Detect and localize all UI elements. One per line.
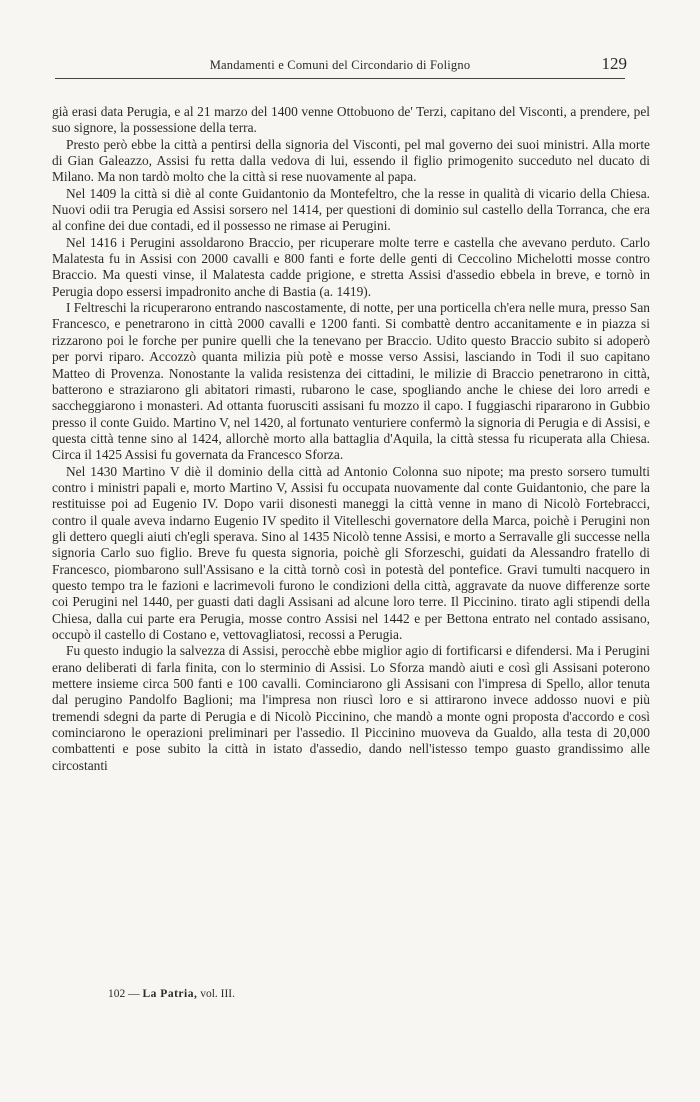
paragraph-6: Nel 1430 Martino V diè il dominio della città ad Antonio Colonna suo nipote; ma presto sorsero tumulti contro i ministri papali e, morto Martino V, Assisi fu occupata nuovamente dal conte Guidantonio, che pare la restituisse poi ad Eugenio IV. Dopo varii disonesti maneggi la città venne in mano di Nicolò Fortebracci, contro il quale aveva indarno Eugenio IV spedito il Vitelleschi governatore della Marca, poichè i Perugini non gli dettero quegli aiuti ch'egli sperava. Sino al 1435 Nicolò tenne Assisi, e morto a Serravalle gli successe nella signoria Carlo suo figlio. Breve fu questa signoria, poichè gli Sforzeschi, guidati da Alessandro fratello di Francesco, piombarono sull'Assisano e la città tornò così in potestà del pontefice. Gravi tumulti nacquero in questo tempo tra le fazioni e lacrimevoli furono le condizioni della città, aggravate da nuove differenze sorte coi Perugini nel 1440, per guasti dati dagli Assisani ad alcune loro terre. Il Piccinino. tirato agli stipendi della Chiesa, dalla cui parte era Perugia, mosse contro Assisi nel 1442 e per Bettona entrato nel contado assisano, occupò il castello di Costano e, vettovagliatosi, recossi a Perugia. [52,463,650,642]
footer-signature [108,988,235,1000]
footer-sheet-number: 102 — [108,988,140,1000]
body-text [52,104,650,774]
paragraph-1: già erasi data Perugia, e al 21 marzo del 1400 venne Ottobuono de' Terzi, capitano del Visconti, a prendere, pel suo signore, la possessione della terra. [52,104,650,136]
paragraph-5: I Feltreschi la ricuperarono entrando nascostamente, di notte, per una porticella ch'era nelle mura, presso San Francesco, e penetrarono in città 2000 cavalli e 1200 fanti. Si combattè dentro accanitamente e in piazza si rizzarono poi le forche per punire quelli che la tenevano per Braccio. Udito questo Braccio subito si adoperò per porvi riparo. Accozzò quanta milizia più potè e mosse verso Assisi, lasciando in Todi il suo capitano Matteo di Provenza. Nonostante la valida resistenza dei cittadini, le milizie di Braccio penetrarono in città, batterono e straziarono gli abitatori rimasti, rubarono le case, spogliando anche le chiese dei loro arredi e saccheggiarono i monasteri. Ad ottanta fuorusciti assisani fu mozzo il capo. I fuggiaschi ripararono in Gubbio presso il conte Guido. Martino V, nel 1420, al fortunato venturiere confermò la signoria di Perugia e di Assisi, e questa città tenne sino al 1424, allorchè morto alla battaglia d'Aquila, la città stessa fu ricuperata alla Chiesa. Circa il 1425 Assisi fu governata da Francesco Sforza. [52,300,650,463]
paragraph-4: Nel 1416 i Perugini assoldarono Braccio, per ricuperare molte terre e castella che avevano perduto. Carlo Malatesta fu in Assisi con 2000 cavalli e 800 fanti e forte delle genti di Ceccolino Michelotti mosse contro Braccio. Ma questi vinse, il Malatesta cadde prigione, e stretta Assisi d'assedio ebbela in breve, e tornò in Perugia dopo essersi impadronito anche di Bastia (a. 1419). [52,234,650,299]
running-header [55,52,625,79]
paragraph-7: Fu questo indugio la salvezza di Assisi, perocchè ebbe miglior agio di fortificarsi e difendersi. Ma i Perugini erano deliberati di farla finita, con lo sterminio di Assisi. Lo Sforza mandò aiuti e così gli Assisani poterono mettere insieme circa 500 fanti e 100 cavalli. Cominciarono gli Assisani con l'impresa di Spello, allor tenuta dal perugino Pandolfo Baglioni; ma l'impresa non riuscì loro e si attirarono invece addosso nuovi e più tremendi sdegni da parte di Perugia e di Nicolò Piccinino, che mandò a monte ogni proposta d'accordo e così cominciarono le operazioni preliminari per l'assedio. Il Piccinino muoveva da Gualdo, alla testa di 20,000 combattenti e pose subito la città in istato d'assedio, dando nell'istesso tempo guasto grandissimo alle circostanti [52,643,650,773]
paragraph-2: Presto però ebbe la città a pentirsi della signoria del Visconti, pel mal governo dei suoi ministri. Alla morte di Gian Galeazzo, Assisi fu retta dalla vedova di lui, essendo il figlio primogenito succeduto nel ducato di Milano. Ma non tardò molto che la città si rese nuovamente al papa. [52,136,650,185]
footer-journal-title: La Patria, [142,988,198,1000]
header-title: Mandamenti e Comuni del Circondario di Foligno [209,58,471,72]
footer-volume: vol. III. [200,988,236,1000]
paragraph-3: Nel 1409 la città si diè al conte Guidantonio da Montefeltro, che la resse in qualità di vicario della Chiesa. Nuovi odii tra Perugia ed Assisi sorsero nel 1414, per questioni di dominio sul castello della Torranca, che era al confine dei due contadi, ed il possesso ne rimase ai Perugini. [52,185,650,234]
page-number: 129 [601,54,627,73]
